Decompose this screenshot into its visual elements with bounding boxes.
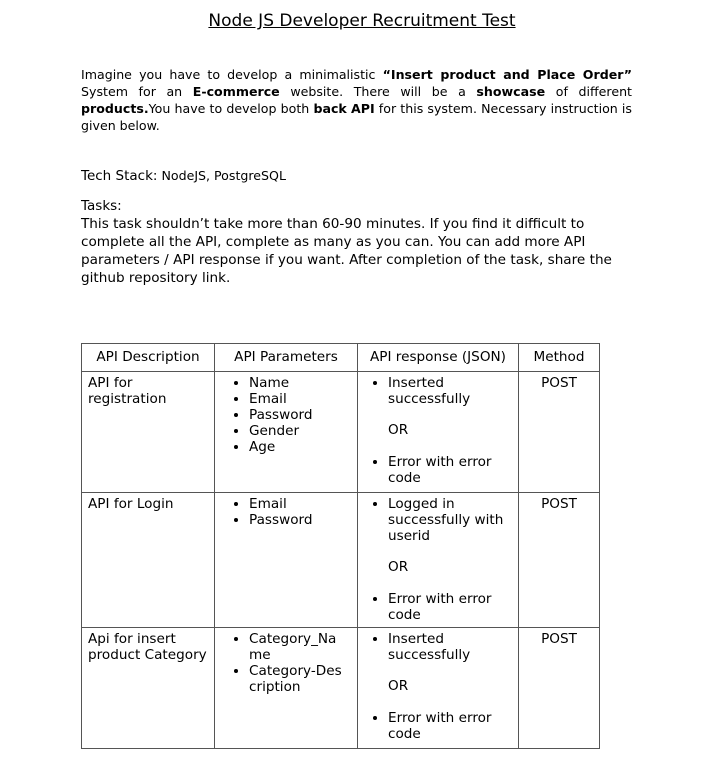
intro-back: back — [313, 101, 347, 116]
response-list — [364, 454, 512, 486]
api-response-cell — [358, 372, 519, 493]
list-item: • Gender — [249, 423, 351, 439]
api-description-cell: API for Login — [82, 493, 215, 628]
parameter-list — [221, 375, 351, 455]
header-api-description: API Description — [82, 344, 215, 372]
parameter-list — [221, 496, 351, 528]
list-item: • Error with error code — [388, 591, 512, 623]
header-api-parameters: API Parameters — [215, 344, 358, 372]
response-list — [364, 710, 512, 742]
tech-stack — [81, 167, 286, 185]
intro-quoted-system: “Insert product and Place Order” — [382, 67, 632, 82]
intro-text: System for an — [81, 84, 193, 99]
api-parameters-cell — [215, 628, 358, 749]
response-list — [364, 375, 512, 407]
method-cell: POST — [519, 628, 600, 749]
intro-text: website. There will be a — [279, 84, 477, 99]
list-item: • Email — [249, 391, 351, 407]
list-item: • Age — [249, 439, 351, 455]
tasks-body: This task shouldn’t take more than 60-90 minutes. If you find it difficult to complete all the API, complete as many as you can. You can add more API parameters / API response if you want. After completion of the task, share the github repository link. — [81, 216, 612, 286]
or-text: OR — [388, 422, 409, 438]
method-cell: POST — [519, 493, 600, 628]
or-text: OR — [388, 559, 409, 575]
intro-api: API — [350, 101, 375, 116]
list-item: • Inserted successfully — [388, 631, 512, 663]
header-api-response: API response (JSON) — [358, 344, 519, 372]
response-list — [364, 591, 512, 623]
page-title: Node JS Developer Recruitment Test — [208, 11, 516, 31]
or-text: OR — [388, 678, 409, 694]
api-response-cell — [358, 493, 519, 628]
list-item: • Email — [249, 496, 351, 512]
method-cell: POST — [519, 372, 600, 493]
list-item: • Name — [249, 375, 351, 391]
intro-text: Imagine you have to develop a minimalistic — [81, 67, 383, 82]
api-table — [81, 343, 600, 749]
api-parameters-cell — [215, 372, 358, 493]
api-description-cell: Api for insert product Category — [82, 628, 215, 749]
list-item: • Error with error code — [388, 454, 512, 486]
table-row — [82, 372, 600, 493]
tech-stack-label: Tech Stack: — [81, 168, 158, 184]
table-header-row — [82, 344, 600, 372]
api-parameters-cell — [215, 493, 358, 628]
list-item: • Inserted successfully — [388, 375, 512, 407]
list-item: • Error with error code — [388, 710, 512, 742]
list-item: • Logged in successfully with userid — [388, 496, 512, 544]
list-item: • Password — [249, 512, 351, 528]
api-response-cell — [358, 628, 519, 749]
table-row — [82, 493, 600, 628]
tech-stack-value: NodeJS, PostgreSQL — [157, 168, 286, 183]
tasks-heading: Tasks: — [81, 198, 122, 214]
intro-text: for this system. Necessary instruction is given below. — [81, 101, 632, 133]
list-item: • Password — [249, 407, 351, 423]
intro-ecommerce: E-commerce — [192, 84, 280, 99]
intro-products: products. — [81, 101, 149, 116]
api-description-cell: API for registration — [82, 372, 215, 493]
parameter-list — [221, 631, 351, 695]
header-method: Method — [519, 344, 600, 372]
list-item: • Category-Des cription — [249, 663, 351, 695]
response-list — [364, 631, 512, 663]
intro-showcase: showcase — [476, 84, 546, 99]
response-list — [364, 496, 512, 544]
intro-text: of different — [545, 84, 632, 99]
intro-paragraph — [81, 66, 632, 134]
list-item: • Category_Na me — [249, 631, 351, 663]
intro-text: You have to develop both — [148, 101, 314, 116]
table-row — [82, 628, 600, 749]
